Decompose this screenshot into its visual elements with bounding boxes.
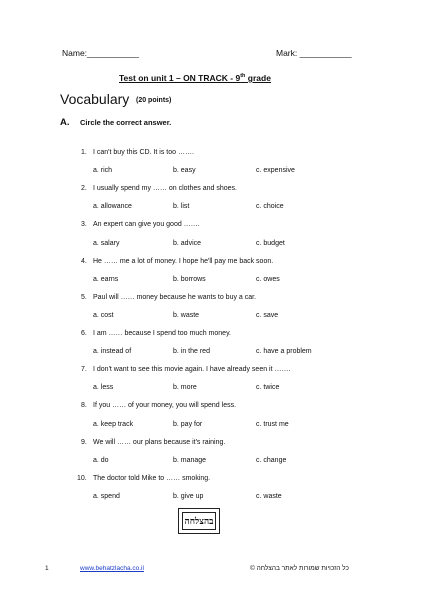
answer-option[interactable]: b. pay for [173, 421, 203, 428]
question-number: 10. [77, 475, 87, 482]
points-label: (20 points) [136, 97, 172, 104]
answer-option[interactable]: a. less [93, 384, 114, 391]
test-title-end: grade [245, 73, 271, 83]
website-link[interactable]: www.behatzlacha.co.il [80, 565, 144, 572]
question-number: 1. [81, 149, 87, 156]
section-letter: A. [60, 117, 70, 128]
answer-option[interactable]: b. more [173, 384, 197, 391]
question-text: He …… me a lot of money. I hope he'll pay me back soon. [93, 258, 274, 265]
answer-option[interactable]: c. owes [256, 276, 280, 283]
answer-option[interactable]: a. salary [93, 240, 120, 247]
answer-option[interactable]: b. waste [173, 312, 200, 319]
question-number: 8. [81, 402, 87, 409]
answer-option[interactable]: c. budget [256, 240, 285, 247]
question-number: 3. [81, 221, 87, 228]
question-number: 9. [81, 439, 87, 446]
mark-field-label: Mark: ___________ [276, 48, 352, 58]
answer-option[interactable]: c. twice [256, 384, 280, 391]
instruction-text: Circle the correct answer. [80, 118, 172, 127]
answer-option[interactable]: b. list [173, 203, 190, 210]
answer-option[interactable]: a. earns [93, 276, 119, 283]
question-text: An expert can give you good ……. [93, 221, 200, 228]
answer-option[interactable]: a. instead of [93, 348, 132, 355]
answer-option[interactable]: a. spend [93, 493, 120, 500]
answer-option[interactable]: b. advice [173, 240, 202, 247]
question-text: Paul will …… money because he wants to buy a car. [93, 294, 257, 301]
answer-option[interactable]: c. waste [256, 493, 282, 500]
question-text: I am …… because I spend too much money. [93, 330, 231, 337]
behatzlacha-logo: בהצלחה [178, 508, 220, 534]
name-field-label: Name:___________ [62, 48, 140, 58]
question-text: We will …… our plans because it's raining. [93, 439, 226, 446]
answer-option[interactable]: a. do [93, 457, 109, 464]
answer-option[interactable]: b. in the red [173, 348, 210, 355]
answer-option[interactable]: c. expensive [256, 167, 295, 174]
question-text: I usually spend my …… on clothes and shoes. [93, 185, 237, 192]
question-number: 6. [81, 330, 87, 337]
answer-option[interactable]: c. choice [256, 203, 284, 210]
answer-option[interactable]: c. have a problem [256, 348, 312, 355]
answer-option[interactable]: b. borrows [173, 276, 206, 283]
question-text: The doctor told Mike to …… smoking. [93, 475, 211, 482]
question-number: 4. [81, 258, 87, 265]
answer-option[interactable]: b. manage [173, 457, 207, 464]
question-number: 7. [81, 366, 87, 373]
answer-option[interactable]: c. save [256, 312, 279, 319]
answer-option[interactable]: a. cost [93, 312, 114, 319]
question-text: I can't buy this CD. It is too ……. [93, 149, 194, 156]
answer-option[interactable]: a. rich [93, 167, 113, 174]
question-number: 2. [81, 185, 87, 192]
answer-option[interactable]: c. trust me [256, 421, 289, 428]
question-text: If you …… of your money, you will spend less. [93, 402, 237, 409]
vocabulary-heading: Vocabulary [60, 91, 130, 107]
answer-option[interactable]: b. easy [173, 167, 196, 174]
answer-option[interactable]: a. allowance [93, 203, 132, 210]
answer-option[interactable]: b. give up [173, 493, 204, 500]
test-title-main: Test on unit 1 – ON TRACK - 9 [119, 73, 241, 83]
question-number: 5. [81, 294, 87, 301]
question-text: I don't want to see this movie again. I have already seen it ……. [93, 366, 291, 373]
test-title-sup: th [240, 73, 246, 80]
answer-option[interactable]: c. change [256, 457, 287, 464]
page-number: 1 [45, 565, 49, 572]
test-title [119, 73, 271, 83]
answer-option[interactable]: a. keep track [93, 421, 134, 428]
copyright-notice: כל הזכויות שמורות לאתר בהצלחה © [250, 565, 349, 572]
